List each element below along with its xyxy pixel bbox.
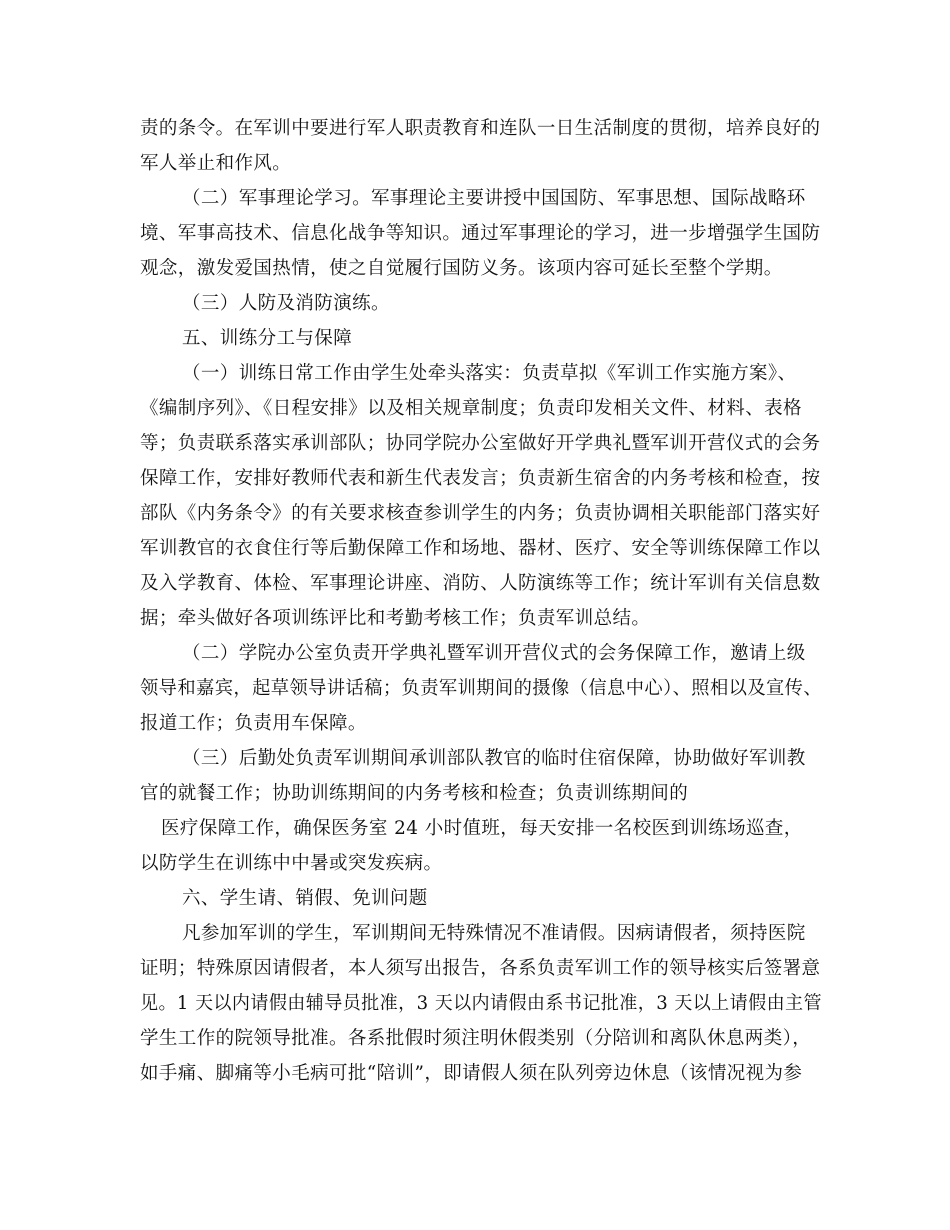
text-line: 部队《内务条令》的有关要求核查参训学生的内务；负责协调相关职能部门落实好 (140, 503, 821, 524)
text-line: 及入学教育、体检、军事理论讲座、消防、人防演练等工作；统计军训有关信息数 (140, 573, 821, 594)
text-line: （一）训练日常工作由学生处牵头落实：负责草拟《军训工作实施方案》、 (182, 363, 797, 384)
text-line: （三）人防及消防演练。 (182, 293, 390, 314)
text-line: （二）学院办公室负责开学典礼暨军训开营仪式的会务保障工作，邀请上级 (182, 643, 806, 664)
text-line: 据；牵头做好各项训练评比和考勤考核工作；负责军训总结。 (140, 608, 651, 629)
text-line: 等；负责联系落实承训部队；协同学院办公室做好开学典礼暨军训开营仪式的会务 (140, 433, 821, 454)
text-line: 学生工作的院领导批准。各系批假时须注明休假类别（分陪训和离队休息两类）， (140, 1028, 812, 1049)
text-line: 官的就餐工作；协助训练期间的内务考核和检查；负责训练期间的 (140, 783, 689, 804)
text-line: 境、军事高技术、信息化战争等知识。通过军事理论的学习，进一步增强学生国防 (140, 223, 821, 244)
text-line: 责的条令。在军训中要进行军人职责教育和连队一日生活制度的贯彻，培养良好的 (140, 118, 821, 139)
text-line: 证明；特殊原因请假者，本人须写出报告，各系负责军训工作的领导核实后签署意 (140, 958, 821, 979)
text-line: 凡参加军训的学生，军训期间无特殊情况不准请假。因病请假者，须持医院 (182, 923, 806, 944)
text-line: 《编制序列》、《日程安排》以及相关规章制度；负责印发相关文件、材料、表格 (140, 398, 802, 419)
text-line: 军训教官的衣食住行等后勤保障工作和场地、器材、医疗、安全等训练保障工作以 (140, 538, 821, 559)
text-line: 见。1 天以内请假由辅导员批准，3 天以内请假由系书记批准，3 天以上请假由主管 (140, 993, 822, 1014)
section-heading: 六、学生请、销假、免训问题 (182, 888, 428, 909)
text-line: （三）后勤处负责军训期间承训部队教官的临时住宿保障，协助做好军训教 (182, 748, 806, 769)
text-line: 医疗保障工作，确保医务室 24 小时值班，每天安排一名校医到训练场巡查， (161, 818, 803, 839)
section-heading: 五、训练分工与保障 (182, 328, 353, 349)
text-line: 以防学生在训练中中暑或突发疾病。 (140, 853, 443, 874)
text-line: （二）军事理论学习。军事理论主要讲授中国国防、军事思想、国际战略环 (182, 188, 806, 209)
text-line: 观念，激发爱国热情，使之自觉履行国防义务。该项内容可延长至整个学期。 (140, 258, 783, 279)
text-line: 报道工作；负责用车保障。 (140, 713, 367, 734)
text-line: 领导和嘉宾，起草领导讲话稿；负责军训期间的摄像（信息中心）、照相以及宣传、 (140, 678, 823, 699)
text-line: 军人举止和作风。 (140, 153, 292, 174)
text-line: 如手痛、脚痛等小毛病可批“陪训”，即请假人须在队列旁边休息（该情况视为参 (140, 1063, 803, 1084)
text-line: 保障工作，安排好教师代表和新生代表发言；负责新生宿舍的内务考核和检查，按 (140, 468, 821, 489)
